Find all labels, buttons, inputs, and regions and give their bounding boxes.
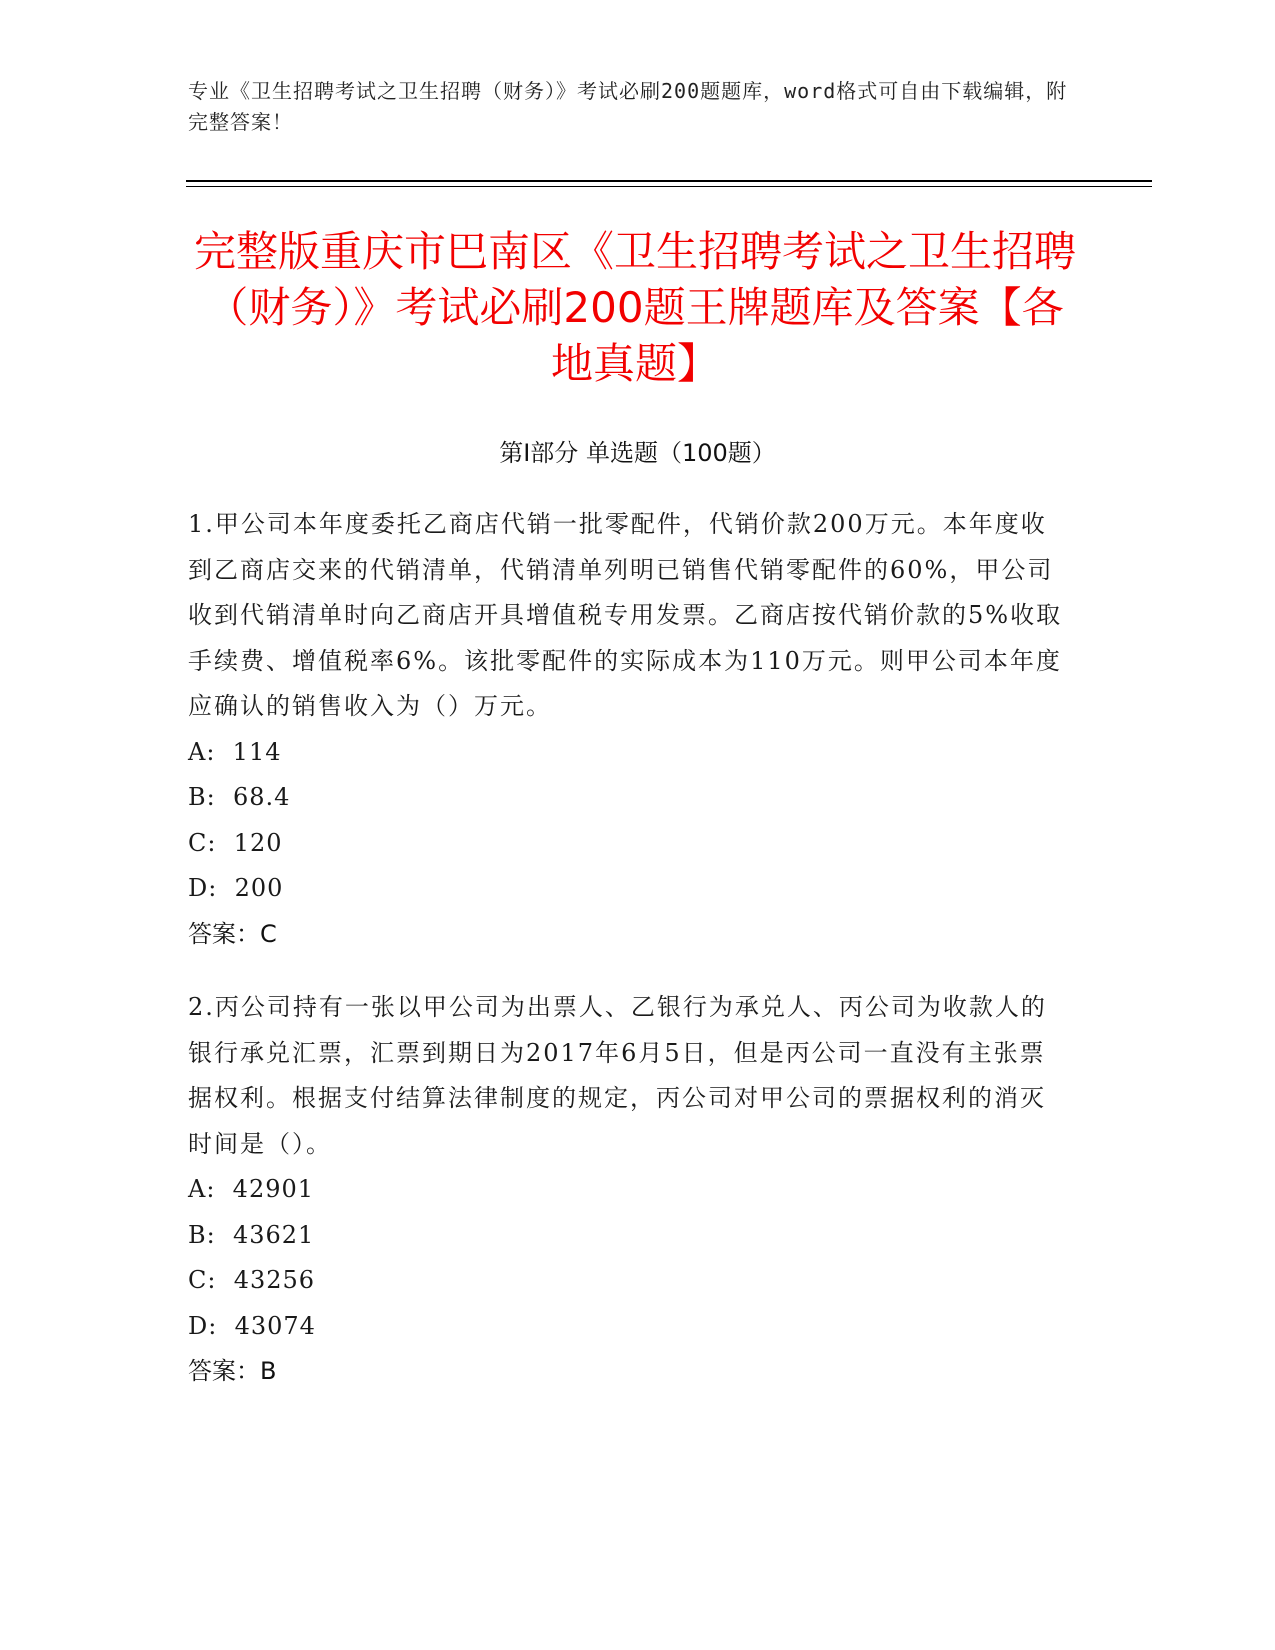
option-a: A: 42901 — [188, 1175, 315, 1203]
option-d: D: 200 — [188, 874, 284, 902]
answer: 答案：B — [188, 1357, 277, 1385]
question-stem: 2.丙公司持有一张以甲公司为出票人、乙银行为承兑人、丙公司为收款人的银行承兑汇票，汇票到期日为2017年6月5日，但是丙公司一直没有主张票据权利。根据支付结算法律制度的规定，丙公司对甲公司的票据权利的消灭时间是（）。 — [188, 993, 1047, 1158]
question-1 — [188, 502, 1068, 956]
option-b: B: 43621 — [188, 1220, 315, 1249]
option-c: C: 43256 — [188, 1266, 316, 1294]
question-2 — [188, 985, 1068, 1393]
section-title: 第Ⅰ部分 单选题（100题） — [499, 439, 776, 467]
option-c: C: 120 — [188, 828, 283, 857]
document-title: 完整版重庆市巴南区《卫生招聘考试之卫生招聘（财务）》考试必刷200题王牌题库及答案【各地真题】 — [193, 227, 1076, 388]
option-d: D: 43074 — [188, 1311, 316, 1340]
header-divider-thin — [186, 186, 1152, 187]
option-a: A: 114 — [188, 737, 282, 766]
header-note: 专业《卫生招聘考试之卫生招聘（财务）》考试必刷200题题库，word格式可自由下载编辑，附完整答案！ — [188, 79, 1068, 134]
header-divider — [186, 180, 1152, 182]
answer: 答案：C — [188, 919, 277, 948]
question-stem: 1.甲公司本年度委托乙商店代销一批零配件，代销价款200万元。本年度收到乙商店交来的代销清单，代销清单列明已销售代销零配件的60%，甲公司收到代销清单时向乙商店开具增值税专用发票。乙商店按代销价款的5%收取手续费、增值税率6%。该批零配件的实际成本为110万元。则甲公司本年度应确认的销售收入为（）万元。 — [188, 510, 1063, 720]
option-b: B: 68.4 — [188, 783, 291, 811]
